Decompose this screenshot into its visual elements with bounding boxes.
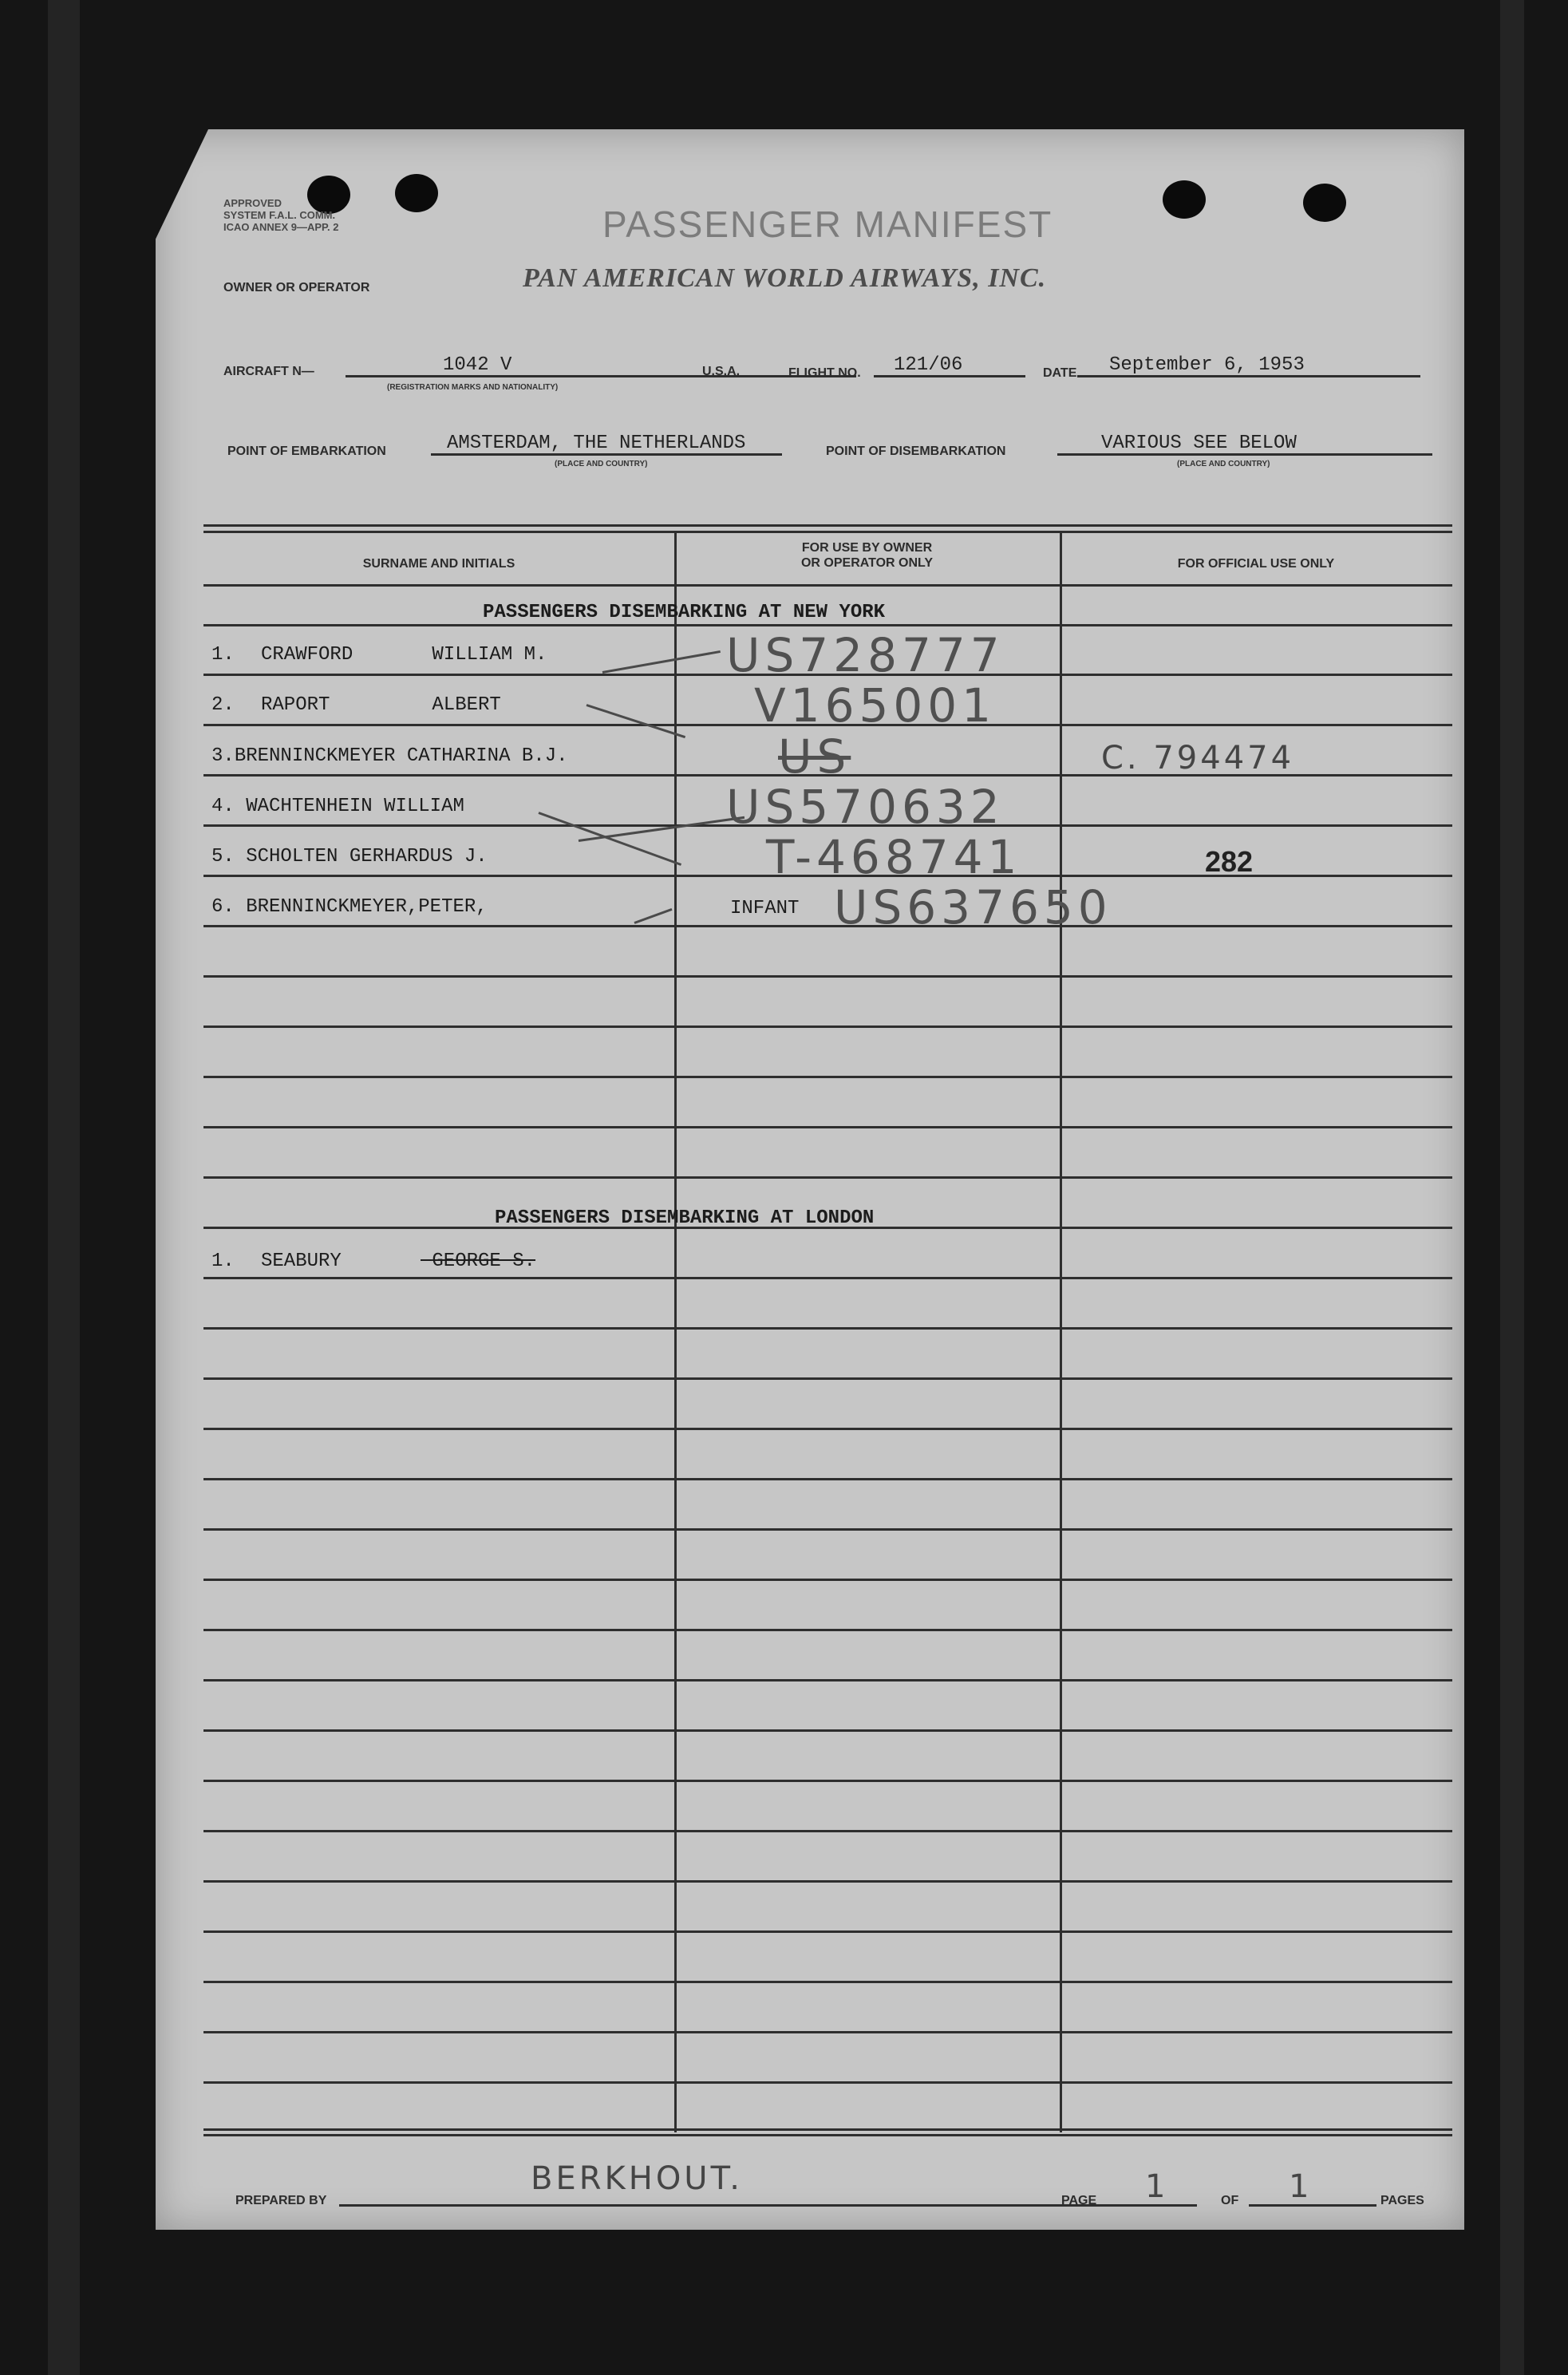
passenger-row	[211, 896, 488, 925]
row-rule	[203, 1679, 1452, 1681]
of-label: OF	[1221, 2194, 1239, 2207]
row-rule	[203, 1076, 1452, 1078]
row-number: 3.	[211, 745, 235, 767]
check-stroke	[579, 816, 745, 842]
operator-name: PAN AMERICAN WORLD AIRWAYS, INC.	[523, 263, 1047, 293]
london-section-heading: PASSENGERS DISEMBARKING AT LONDON	[495, 1207, 875, 1229]
row-rule	[203, 1126, 1452, 1128]
new-york-section-heading: PASSENGERS DISEMBARKING AT NEW YORK	[483, 602, 886, 623]
row-rule	[203, 1780, 1452, 1782]
disembark-label: POINT OF DISEMBARKATION	[826, 445, 1006, 458]
row-rule	[203, 1428, 1452, 1430]
row-number: 5.	[211, 846, 235, 867]
passenger-surname: SCHOLTEN	[246, 846, 338, 867]
total-pages: 1	[1289, 2168, 1313, 2205]
handwritten-official-number: C. 794474	[1101, 740, 1295, 777]
film-border-left	[48, 0, 80, 2375]
check-stroke	[602, 650, 721, 674]
row-number: 6.	[211, 896, 235, 918]
table-top-rule	[203, 524, 1452, 527]
owner-column-header: FOR USE BY OWNER OR OPERATOR ONLY	[800, 541, 934, 570]
passenger-given-name: WILLIAM M.	[432, 644, 547, 666]
passenger-surname: CRAWFORD	[261, 644, 353, 666]
passenger-surname: SEABURY	[261, 1251, 342, 1272]
passenger-row	[211, 644, 547, 673]
row-rule	[203, 975, 1452, 978]
row-rule	[203, 1176, 1452, 1179]
handwritten-doc-number: V165001	[754, 678, 997, 733]
aircraft-label: AIRCRAFT N—	[223, 365, 314, 378]
date-label: DATE	[1043, 366, 1077, 380]
check-stroke	[634, 908, 672, 924]
passenger-surname: BRENNINCKMEYER	[234, 745, 396, 767]
passenger-surname: RAPORT	[261, 694, 330, 716]
check-stroke	[538, 812, 681, 866]
punch-hole	[1303, 184, 1346, 222]
table-top-rule	[203, 531, 1452, 533]
official-column-header: FOR OFFICIAL USE ONLY	[1177, 557, 1335, 571]
check-stroke	[587, 704, 686, 738]
row-rule	[203, 1729, 1452, 1732]
handwritten-doc-number: US	[778, 729, 851, 784]
disembark-value: VARIOUS SEE BELOW	[1101, 433, 1297, 454]
row-rule	[203, 925, 1452, 927]
aircraft-value: 1042 V	[443, 354, 512, 376]
row-rule	[203, 1377, 1452, 1380]
flight-date: September 6, 1953	[1109, 354, 1305, 376]
aircraft-field-line	[346, 375, 856, 377]
embark-caption: (PLACE AND COUNTRY)	[555, 460, 648, 468]
surname-column-header: SURNAME AND INITIALS	[362, 557, 515, 571]
handwritten-doc-number: US728777	[726, 628, 1005, 682]
row-rule	[203, 584, 1452, 587]
table-bottom-rule	[203, 2134, 1452, 2136]
row-number: 1.	[211, 1251, 235, 1272]
embark-value: AMSTERDAM, THE NETHERLANDS	[447, 433, 746, 454]
passenger-given-name: GERHARDUS J.	[349, 846, 488, 867]
passenger-table	[203, 524, 1452, 2132]
prepared-by-signature: BERKHOUT.	[531, 2160, 743, 2197]
column-divider	[1060, 531, 1062, 2132]
punch-hole	[395, 174, 438, 212]
flight-label: FLIGHT NO.	[788, 366, 861, 380]
passenger-row	[211, 846, 488, 875]
row-rule	[203, 1528, 1452, 1531]
passenger-row	[211, 796, 464, 824]
row-rule	[203, 2081, 1452, 2084]
owner-label: OWNER OR OPERATOR	[223, 281, 370, 294]
pages-label: PAGES	[1380, 2194, 1424, 2207]
of-pages-line	[1249, 2204, 1376, 2207]
passenger-row	[211, 745, 568, 774]
passenger-row	[211, 694, 501, 723]
official-number: 282	[1205, 845, 1254, 878]
row-rule	[203, 2031, 1452, 2033]
passenger-given-name: PETER,	[418, 896, 488, 918]
approval-note: APPROVED SYSTEM F.A.L. COMM. ICAO ANNEX 9—APP. 2	[223, 197, 339, 233]
passenger-row	[211, 1251, 535, 1279]
film-border-right	[1500, 0, 1524, 2375]
row-number: 1.	[211, 644, 235, 666]
page-label: PAGE	[1061, 2194, 1097, 2207]
country-label: U.S.A.	[702, 365, 741, 378]
row-rule	[203, 1327, 1452, 1330]
prepared-by-label: PREPARED BY	[235, 2194, 327, 2207]
aircraft-caption: (REGISTRATION MARKS AND NATIONALITY)	[387, 383, 559, 392]
embark-label: POINT OF EMBARKATION	[227, 445, 386, 458]
row-rule	[203, 1025, 1452, 1028]
passenger-surname: WACHTENHEIN	[246, 796, 373, 817]
punch-hole	[1163, 180, 1206, 219]
infant-note: INFANT	[730, 898, 800, 919]
flight-number: 121/06	[894, 354, 963, 376]
page-title: PASSENGER MANIFEST	[602, 204, 1053, 245]
handwritten-doc-number: T-468741	[766, 830, 1022, 884]
passenger-given-name: ALBERT	[432, 694, 501, 716]
passenger-given-name: WILLIAM	[384, 796, 464, 817]
handwritten-doc-number: US570632	[726, 780, 1005, 834]
disembark-caption: (PLACE AND COUNTRY)	[1177, 460, 1270, 468]
prepared-by-line	[339, 2204, 1137, 2207]
folded-corner	[151, 129, 208, 249]
column-divider	[674, 531, 677, 2132]
handwritten-doc-number: US637650	[834, 880, 1112, 935]
row-number: 2.	[211, 694, 235, 716]
passenger-given-name: GEORGE S.	[432, 1251, 536, 1272]
row-rule	[203, 1830, 1452, 1832]
row-rule	[203, 1629, 1452, 1631]
manifest-page	[156, 129, 1464, 2230]
row-rule	[203, 1880, 1452, 1883]
row-rule	[203, 1981, 1452, 1983]
row-number: 4.	[211, 796, 235, 817]
row-rule	[203, 1930, 1452, 1933]
row-rule	[203, 624, 1452, 626]
row-rule	[203, 1478, 1452, 1480]
row-rule	[203, 1579, 1452, 1581]
page-number: 1	[1145, 2168, 1169, 2205]
passenger-surname: BRENNINCKMEYER,	[246, 896, 419, 918]
passenger-given-name: CATHARINA B.J.	[406, 745, 568, 767]
table-bottom-rule	[203, 2128, 1452, 2131]
